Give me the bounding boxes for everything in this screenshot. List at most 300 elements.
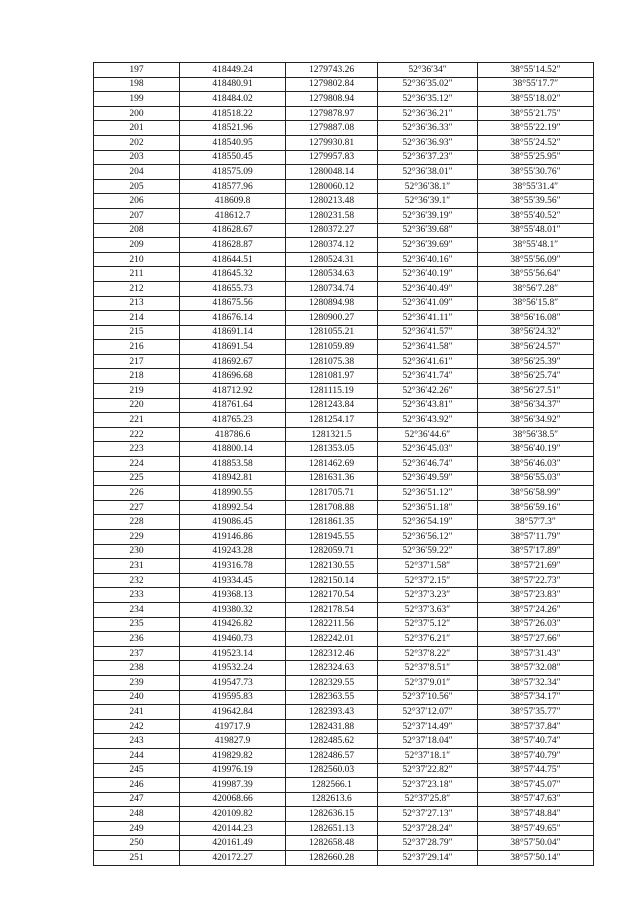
y-coordinate-cell: 1282486.57	[286, 748, 378, 763]
point-number-cell: 239	[94, 675, 180, 690]
y-coordinate-cell: 1282485.62	[286, 734, 378, 749]
y-coordinate-cell: 1280048.14	[286, 165, 378, 180]
longitude-cell: 38°57′23.83″	[478, 588, 594, 603]
table-row	[94, 602, 594, 617]
latitude-cell: 52°36′42.26″	[378, 384, 478, 399]
y-coordinate-cell: 1281353.05	[286, 442, 378, 457]
table-row	[94, 354, 594, 369]
latitude-cell: 52°36′43.92″	[378, 413, 478, 428]
point-number-cell: 226	[94, 486, 180, 501]
y-coordinate-cell: 1281321.5	[286, 427, 378, 442]
latitude-cell: 52°36′39.68″	[378, 223, 478, 238]
x-coordinate-cell: 418696.68	[180, 369, 286, 384]
longitude-cell: 38°55′39.56″	[478, 194, 594, 209]
point-number-cell: 234	[94, 602, 180, 617]
longitude-cell: 38°55′40.52″	[478, 208, 594, 223]
latitude-cell: 52°36′38.01″	[378, 165, 478, 180]
x-coordinate-cell: 419595.83	[180, 690, 286, 705]
table-row	[94, 675, 594, 690]
point-number-cell: 229	[94, 530, 180, 545]
longitude-cell: 38°56′24.57″	[478, 340, 594, 355]
x-coordinate-cell: 418612.7	[180, 208, 286, 223]
table-row	[94, 471, 594, 486]
longitude-cell: 38°55′22.19″	[478, 121, 594, 136]
y-coordinate-cell: 1282363.55	[286, 690, 378, 705]
table-row	[94, 92, 594, 107]
longitude-cell: 38°55′18.02″	[478, 92, 594, 107]
table-row	[94, 150, 594, 165]
latitude-cell: 52°37′8.51″	[378, 661, 478, 676]
y-coordinate-cell: 1282651.13	[286, 821, 378, 836]
x-coordinate-cell: 418480.91	[180, 77, 286, 92]
latitude-cell: 52°36′41.58″	[378, 340, 478, 355]
longitude-cell: 38°57′35.77″	[478, 705, 594, 720]
point-number-cell: 235	[94, 617, 180, 632]
x-coordinate-cell: 420161.49	[180, 836, 286, 851]
point-number-cell: 207	[94, 208, 180, 223]
table-row	[94, 559, 594, 574]
table-row	[94, 427, 594, 442]
longitude-cell: 38°57′44.75″	[478, 763, 594, 778]
longitude-cell: 38°55′31.4″	[478, 179, 594, 194]
point-number-cell: 209	[94, 238, 180, 253]
table-row	[94, 632, 594, 647]
point-number-cell: 217	[94, 354, 180, 369]
longitude-cell: 38°57′40.74″	[478, 734, 594, 749]
longitude-cell: 38°56′34.37″	[478, 398, 594, 413]
table-row	[94, 748, 594, 763]
y-coordinate-cell: 1282170.54	[286, 588, 378, 603]
x-coordinate-cell: 418644.51	[180, 252, 286, 267]
table-row	[94, 296, 594, 311]
latitude-cell: 52°36′35.12″	[378, 92, 478, 107]
y-coordinate-cell: 1282636.15	[286, 807, 378, 822]
point-number-cell: 251	[94, 851, 180, 866]
latitude-cell: 52°36′34″	[378, 63, 478, 78]
point-number-cell: 240	[94, 690, 180, 705]
coordinates-table-body	[94, 63, 594, 866]
table-row	[94, 734, 594, 749]
latitude-cell: 52°36′40.19″	[378, 267, 478, 282]
y-coordinate-cell: 1280534.63	[286, 267, 378, 282]
table-row	[94, 77, 594, 92]
point-number-cell: 237	[94, 646, 180, 661]
longitude-cell: 38°55′48.01″	[478, 223, 594, 238]
x-coordinate-cell: 418786.6	[180, 427, 286, 442]
latitude-cell: 52°36′46.74″	[378, 457, 478, 472]
y-coordinate-cell: 1280524.31	[286, 252, 378, 267]
table-row	[94, 821, 594, 836]
x-coordinate-cell: 419316.78	[180, 559, 286, 574]
x-coordinate-cell: 420068.66	[180, 792, 286, 807]
longitude-cell: 38°56′25.74″	[478, 369, 594, 384]
point-number-cell: 243	[94, 734, 180, 749]
y-coordinate-cell: 1281075.38	[286, 354, 378, 369]
point-number-cell: 223	[94, 442, 180, 457]
y-coordinate-cell: 1281055.21	[286, 325, 378, 340]
point-number-cell: 249	[94, 821, 180, 836]
x-coordinate-cell: 420144.23	[180, 821, 286, 836]
table-row	[94, 165, 594, 180]
longitude-cell: 38°55′21.75″	[478, 106, 594, 121]
longitude-cell: 38°57′32.08″	[478, 661, 594, 676]
y-coordinate-cell: 1282150.14	[286, 573, 378, 588]
longitude-cell: 38°57′47.63″	[478, 792, 594, 807]
longitude-cell: 38°55′14.52″	[478, 63, 594, 78]
latitude-cell: 52°36′40.16″	[378, 252, 478, 267]
y-coordinate-cell: 1279802.84	[286, 77, 378, 92]
x-coordinate-cell: 418628.67	[180, 223, 286, 238]
longitude-cell: 38°56′58.99″	[478, 486, 594, 501]
longitude-cell: 38°57′45.07″	[478, 778, 594, 793]
y-coordinate-cell: 1282211.56	[286, 617, 378, 632]
x-coordinate-cell: 418691.14	[180, 325, 286, 340]
latitude-cell: 52°37′5.12″	[378, 617, 478, 632]
y-coordinate-cell: 1281115.19	[286, 384, 378, 399]
longitude-cell: 38°57′26.03″	[478, 617, 594, 632]
longitude-cell: 38°55′56.64″	[478, 267, 594, 282]
x-coordinate-cell: 419146.86	[180, 530, 286, 545]
latitude-cell: 52°36′41.74″	[378, 369, 478, 384]
longitude-cell: 38°56′27.51″	[478, 384, 594, 399]
x-coordinate-cell: 419334.45	[180, 573, 286, 588]
longitude-cell: 38°56′24.32″	[478, 325, 594, 340]
x-coordinate-cell: 419829.82	[180, 748, 286, 763]
longitude-cell: 38°55′17.7″	[478, 77, 594, 92]
table-row	[94, 384, 594, 399]
table-row	[94, 106, 594, 121]
y-coordinate-cell: 1281861.35	[286, 515, 378, 530]
x-coordinate-cell: 418800.14	[180, 442, 286, 457]
longitude-cell: 38°57′49.65″	[478, 821, 594, 836]
longitude-cell: 38°55′24.52″	[478, 135, 594, 150]
x-coordinate-cell: 419086.45	[180, 515, 286, 530]
longitude-cell: 38°57′24.26″	[478, 602, 594, 617]
table-row	[94, 457, 594, 472]
x-coordinate-cell: 419547.73	[180, 675, 286, 690]
point-number-cell: 248	[94, 807, 180, 822]
x-coordinate-cell: 419243.28	[180, 544, 286, 559]
longitude-cell: 38°57′22.73″	[478, 573, 594, 588]
longitude-cell: 38°56′40.19″	[478, 442, 594, 457]
point-number-cell: 250	[94, 836, 180, 851]
latitude-cell: 52°36′51.18″	[378, 500, 478, 515]
longitude-cell: 38°57′40.79″	[478, 748, 594, 763]
table-row	[94, 646, 594, 661]
latitude-cell: 52°37′22.82″	[378, 763, 478, 778]
x-coordinate-cell: 420172.27	[180, 851, 286, 866]
x-coordinate-cell: 419368.13	[180, 588, 286, 603]
point-number-cell: 210	[94, 252, 180, 267]
longitude-cell: 38°56′38.5″	[478, 427, 594, 442]
y-coordinate-cell: 1282566.1	[286, 778, 378, 793]
latitude-cell: 52°37′3.63″	[378, 602, 478, 617]
y-coordinate-cell: 1281462.69	[286, 457, 378, 472]
y-coordinate-cell: 1280374.12	[286, 238, 378, 253]
y-coordinate-cell: 1282178.54	[286, 602, 378, 617]
y-coordinate-cell: 1280213.48	[286, 194, 378, 209]
point-number-cell: 203	[94, 150, 180, 165]
x-coordinate-cell: 418761.64	[180, 398, 286, 413]
table-row	[94, 851, 594, 866]
table-row	[94, 544, 594, 559]
longitude-cell: 38°55′48.1″	[478, 238, 594, 253]
point-number-cell: 230	[94, 544, 180, 559]
y-coordinate-cell: 1281708.88	[286, 500, 378, 515]
y-coordinate-cell: 1279887.08	[286, 121, 378, 136]
point-number-cell: 213	[94, 296, 180, 311]
point-number-cell: 236	[94, 632, 180, 647]
table-row	[94, 500, 594, 515]
x-coordinate-cell: 418676.14	[180, 311, 286, 326]
longitude-cell: 38°56′34.92″	[478, 413, 594, 428]
latitude-cell: 52°36′41.57″	[378, 325, 478, 340]
x-coordinate-cell: 418609.8	[180, 194, 286, 209]
point-number-cell: 199	[94, 92, 180, 107]
latitude-cell: 52°36′59.22″	[378, 544, 478, 559]
x-coordinate-cell: 418655.73	[180, 281, 286, 296]
y-coordinate-cell: 1280372.27	[286, 223, 378, 238]
longitude-cell: 38°55′25.95″	[478, 150, 594, 165]
longitude-cell: 38°57′37.84″	[478, 719, 594, 734]
table-row	[94, 135, 594, 150]
latitude-cell: 52°37′28.79″	[378, 836, 478, 851]
x-coordinate-cell: 419717.9	[180, 719, 286, 734]
y-coordinate-cell: 1281059.89	[286, 340, 378, 355]
latitude-cell: 52°36′54.19″	[378, 515, 478, 530]
x-coordinate-cell: 418540.95	[180, 135, 286, 150]
latitude-cell: 52°36′36.33″	[378, 121, 478, 136]
x-coordinate-cell: 418942.81	[180, 471, 286, 486]
longitude-cell: 38°56′46.03″	[478, 457, 594, 472]
y-coordinate-cell: 1280060.12	[286, 179, 378, 194]
y-coordinate-cell: 1282393.43	[286, 705, 378, 720]
x-coordinate-cell: 418575.09	[180, 165, 286, 180]
y-coordinate-cell: 1282329.55	[286, 675, 378, 690]
y-coordinate-cell: 1279930.81	[286, 135, 378, 150]
latitude-cell: 52°37′3.23″	[378, 588, 478, 603]
y-coordinate-cell: 1282312.46	[286, 646, 378, 661]
x-coordinate-cell: 419976.19	[180, 763, 286, 778]
longitude-cell: 38°57′27.66″	[478, 632, 594, 647]
point-number-cell: 227	[94, 500, 180, 515]
table-row	[94, 530, 594, 545]
table-row	[94, 238, 594, 253]
y-coordinate-cell: 1279808.94	[286, 92, 378, 107]
table-row	[94, 778, 594, 793]
latitude-cell: 52°37′28.24″	[378, 821, 478, 836]
x-coordinate-cell: 418449.24	[180, 63, 286, 78]
y-coordinate-cell: 1279743.26	[286, 63, 378, 78]
latitude-cell: 52°37′10.56″	[378, 690, 478, 705]
table-row	[94, 719, 594, 734]
longitude-cell: 38°57′11.79″	[478, 530, 594, 545]
table-row	[94, 617, 594, 632]
latitude-cell: 52°36′44.6″	[378, 427, 478, 442]
point-number-cell: 232	[94, 573, 180, 588]
point-number-cell: 208	[94, 223, 180, 238]
point-number-cell: 225	[94, 471, 180, 486]
point-number-cell: 221	[94, 413, 180, 428]
latitude-cell: 52°36′51.12″	[378, 486, 478, 501]
x-coordinate-cell: 419532.24	[180, 661, 286, 676]
x-coordinate-cell: 419827.9	[180, 734, 286, 749]
y-coordinate-cell: 1282324.63	[286, 661, 378, 676]
longitude-cell: 38°57′31.43″	[478, 646, 594, 661]
table-row	[94, 413, 594, 428]
point-number-cell: 218	[94, 369, 180, 384]
point-number-cell: 242	[94, 719, 180, 734]
point-number-cell: 212	[94, 281, 180, 296]
point-number-cell: 222	[94, 427, 180, 442]
table-row	[94, 325, 594, 340]
table-row	[94, 442, 594, 457]
point-number-cell: 238	[94, 661, 180, 676]
latitude-cell: 52°36′40.49″	[378, 281, 478, 296]
point-number-cell: 228	[94, 515, 180, 530]
latitude-cell: 52°36′36.21″	[378, 106, 478, 121]
x-coordinate-cell: 418992.54	[180, 500, 286, 515]
point-number-cell: 205	[94, 179, 180, 194]
latitude-cell: 52°37′18.1″	[378, 748, 478, 763]
point-number-cell: 247	[94, 792, 180, 807]
table-row	[94, 690, 594, 705]
latitude-cell: 52°36′35.02″	[378, 77, 478, 92]
latitude-cell: 52°37′12.07″	[378, 705, 478, 720]
point-number-cell: 202	[94, 135, 180, 150]
point-number-cell: 231	[94, 559, 180, 574]
latitude-cell: 52°36′41.11″	[378, 311, 478, 326]
x-coordinate-cell: 418550.45	[180, 150, 286, 165]
longitude-cell: 38°56′16.08″	[478, 311, 594, 326]
point-number-cell: 224	[94, 457, 180, 472]
latitude-cell: 52°37′29.14″	[378, 851, 478, 866]
x-coordinate-cell: 418712.92	[180, 384, 286, 399]
latitude-cell: 52°37′8.22″	[378, 646, 478, 661]
latitude-cell: 52°36′49.59″	[378, 471, 478, 486]
point-number-cell: 245	[94, 763, 180, 778]
table-row	[94, 63, 594, 78]
table-row	[94, 573, 594, 588]
longitude-cell: 38°57′32.34″	[478, 675, 594, 690]
x-coordinate-cell: 418765.23	[180, 413, 286, 428]
latitude-cell: 52°37′2.15″	[378, 573, 478, 588]
longitude-cell: 38°55′56.09″	[478, 252, 594, 267]
table-row	[94, 340, 594, 355]
longitude-cell: 38°57′7.3″	[478, 515, 594, 530]
table-row	[94, 705, 594, 720]
y-coordinate-cell: 1279957.83	[286, 150, 378, 165]
table-row	[94, 398, 594, 413]
longitude-cell: 38°56′55.03″	[478, 471, 594, 486]
x-coordinate-cell: 419987.39	[180, 778, 286, 793]
point-number-cell: 200	[94, 106, 180, 121]
table-row	[94, 515, 594, 530]
y-coordinate-cell: 1281243.84	[286, 398, 378, 413]
point-number-cell: 198	[94, 77, 180, 92]
longitude-cell: 38°56′59.16″	[478, 500, 594, 515]
table-row	[94, 281, 594, 296]
point-number-cell: 214	[94, 311, 180, 326]
coordinates-table	[93, 62, 594, 866]
point-number-cell: 197	[94, 63, 180, 78]
longitude-cell: 38°57′50.04″	[478, 836, 594, 851]
x-coordinate-cell: 419523.14	[180, 646, 286, 661]
x-coordinate-cell: 418518.22	[180, 106, 286, 121]
x-coordinate-cell: 418628.87	[180, 238, 286, 253]
latitude-cell: 52°36′39.69″	[378, 238, 478, 253]
point-number-cell: 219	[94, 384, 180, 399]
table-row	[94, 121, 594, 136]
longitude-cell: 38°56′25.39″	[478, 354, 594, 369]
y-coordinate-cell: 1281081.97	[286, 369, 378, 384]
latitude-cell: 52°37′14.49″	[378, 719, 478, 734]
point-number-cell: 244	[94, 748, 180, 763]
y-coordinate-cell: 1282130.55	[286, 559, 378, 574]
table-row	[94, 267, 594, 282]
longitude-cell: 38°57′34.17″	[478, 690, 594, 705]
x-coordinate-cell: 418675.56	[180, 296, 286, 311]
point-number-cell: 201	[94, 121, 180, 136]
y-coordinate-cell: 1281945.55	[286, 530, 378, 545]
y-coordinate-cell: 1281705.71	[286, 486, 378, 501]
table-row	[94, 486, 594, 501]
table-row	[94, 836, 594, 851]
point-number-cell: 241	[94, 705, 180, 720]
longitude-cell: 38°56′7.28″	[478, 281, 594, 296]
latitude-cell: 52°37′6.21″	[378, 632, 478, 647]
x-coordinate-cell: 419426.82	[180, 617, 286, 632]
point-number-cell: 206	[94, 194, 180, 209]
latitude-cell: 52°36′41.09″	[378, 296, 478, 311]
point-number-cell: 220	[94, 398, 180, 413]
latitude-cell: 52°37′25.8″	[378, 792, 478, 807]
latitude-cell: 52°36′43.81″	[378, 398, 478, 413]
y-coordinate-cell: 1282560.03	[286, 763, 378, 778]
y-coordinate-cell: 1282059.71	[286, 544, 378, 559]
table-row	[94, 369, 594, 384]
y-coordinate-cell: 1281631.36	[286, 471, 378, 486]
point-number-cell: 204	[94, 165, 180, 180]
x-coordinate-cell: 420109.82	[180, 807, 286, 822]
longitude-cell: 38°55′30.76″	[478, 165, 594, 180]
table-row	[94, 588, 594, 603]
latitude-cell: 52°37′23.18″	[378, 778, 478, 793]
table-row	[94, 208, 594, 223]
y-coordinate-cell: 1282431.88	[286, 719, 378, 734]
y-coordinate-cell: 1282613.6	[286, 792, 378, 807]
x-coordinate-cell: 419642.84	[180, 705, 286, 720]
latitude-cell: 52°36′37.23″	[378, 150, 478, 165]
longitude-cell: 38°57′17.89″	[478, 544, 594, 559]
table-row	[94, 223, 594, 238]
latitude-cell: 52°37′18.04″	[378, 734, 478, 749]
y-coordinate-cell: 1280894.98	[286, 296, 378, 311]
x-coordinate-cell: 418692.67	[180, 354, 286, 369]
y-coordinate-cell: 1279878.97	[286, 106, 378, 121]
longitude-cell: 38°57′48.84″	[478, 807, 594, 822]
latitude-cell: 52°36′38.1″	[378, 179, 478, 194]
latitude-cell: 52°36′41.61″	[378, 354, 478, 369]
y-coordinate-cell: 1282242.01	[286, 632, 378, 647]
longitude-cell: 38°57′50.14″	[478, 851, 594, 866]
table-row	[94, 807, 594, 822]
point-number-cell: 216	[94, 340, 180, 355]
latitude-cell: 52°36′36.93″	[378, 135, 478, 150]
point-number-cell: 215	[94, 325, 180, 340]
x-coordinate-cell: 419380.32	[180, 602, 286, 617]
table-row	[94, 179, 594, 194]
